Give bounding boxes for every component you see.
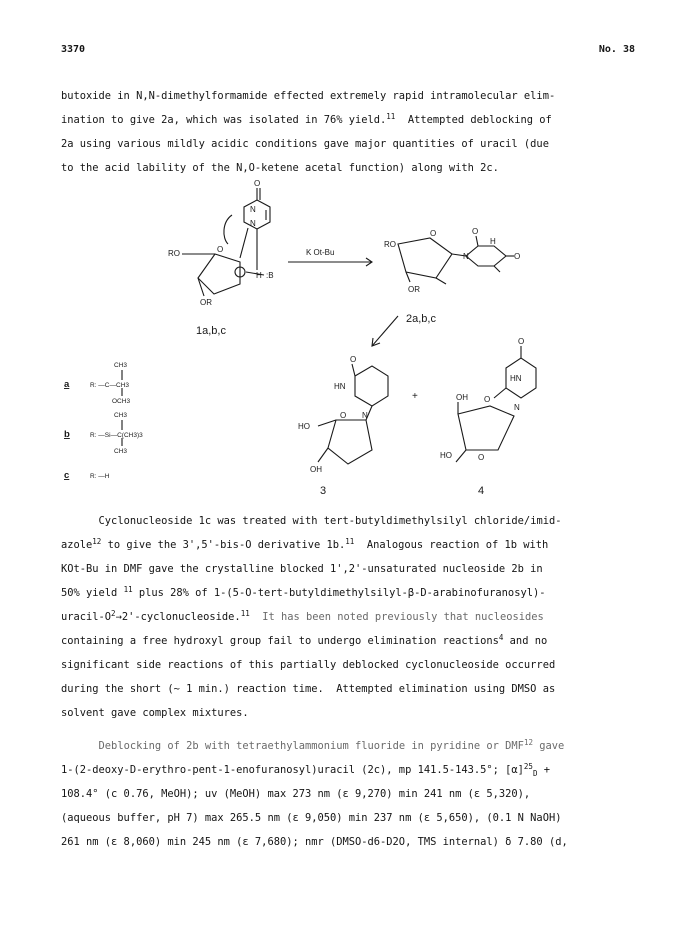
base-label: :B (266, 271, 274, 280)
sugar-ring-1 (198, 254, 240, 294)
or-label: OR (408, 285, 420, 294)
r-b-label: b (64, 429, 70, 440)
compound-2-label: 2a,b,c (406, 313, 436, 325)
r-b-top: CH3 (114, 412, 128, 419)
text-line: KOt-Bu in DMF gave the crystalline blocked 1',2'-unsaturated nucleoside 2b in (61, 563, 543, 575)
r-c-label: c (64, 470, 70, 481)
r-c-def: R: —H (90, 473, 110, 480)
r-b-bottom: CH3 (114, 448, 128, 455)
text-line: to the acid lability of the N,O-ketene acetal function) along with 2c. (61, 162, 499, 174)
text-line: ination to give 2a, which was isolated in 76% yield.$^{11}$ Attempted deblocking of (61, 112, 552, 126)
compound-1-label: 1a,b,c (196, 325, 226, 337)
text-line: containing a free hydroxyl group fail to undergo elimination reactions$^4$ and no (61, 633, 548, 647)
hn-label: HN (334, 382, 346, 391)
ho-label: HO (298, 422, 310, 431)
text-line: 1-(2-deoxy-D-erythro-pent-1-enofuranosyl)uracil (2c), mp 141.5-143.5°; $[\alpha]^{25}_D$ + (61, 762, 550, 778)
paragraph-deblocking (61, 738, 641, 848)
n-h: H (490, 237, 496, 246)
uracil-ring-3 (355, 366, 388, 406)
sugar-ring-4 (458, 406, 514, 450)
r-a-bottom: OCH3 (112, 398, 131, 405)
text-line: butoxide in N,N-dimethylformamide effected extremely rapid intramolecular elim- (61, 90, 556, 102)
hn-label: HN (510, 374, 522, 383)
text-line: 261 nm (ε 8,060) min 245 nm (ε 7,680); nmr (DMSO-d6-D2O, TMS internal) δ 7.80 (d, (61, 836, 568, 848)
text-line: solvent gave complex mixtures. (61, 707, 249, 719)
carbonyl-o: O (518, 337, 525, 346)
sugar-ring-3 (328, 420, 372, 464)
ring-n: N (250, 219, 256, 228)
text-line: 50% yield $^{11}$ plus 28% of 1-(5-O-tert-butyldimethylsilyl-β-D-arabinofuranosyl)- (61, 585, 546, 599)
ring-o: O (484, 395, 491, 404)
text-line: Deblocking of 2b with tetraethylammonium fluoride in pyridine or DMF$^{12}$ gave (98, 738, 565, 752)
text-line: significant side reactions of this partially deblocked cyclonucleoside occurred (61, 659, 556, 671)
carbonyl-o: O (350, 355, 357, 364)
oh-label: OH (310, 465, 322, 474)
reagent-label: K Ot-Bu (306, 248, 335, 257)
or-label: OR (200, 298, 212, 307)
ring-n: N (362, 411, 368, 420)
r-b-def: R: —Si—C(CH3)3 (90, 432, 143, 439)
page-number: 3370 (61, 44, 86, 55)
text-line: 108.4° (c 0.76, MeOH); uv (MeOH) max 273 nm (ε 9,270) min 241 nm (ε 5,320), (61, 788, 531, 800)
ring-n: N (463, 252, 469, 261)
uracil-ring-2 (466, 246, 506, 266)
ring-o: O (430, 229, 437, 238)
product-arrow (372, 316, 398, 346)
r-a-label: a (64, 379, 70, 390)
text-line: 2a using various mildly acidic conditions gave major quantities of uracil (due (61, 138, 549, 150)
reference-superscript: 11 (386, 112, 396, 121)
r-a-def: R: —C—CH3 (90, 382, 130, 389)
ring-n: N (514, 403, 520, 412)
ro-label: RO (168, 249, 180, 258)
text-line: azole$^{12}$ to give the 3',5'-bis-O derivative 1b.$^{11}$ Analogous reaction of 1b with (61, 537, 549, 551)
ring-o: O (478, 453, 485, 462)
compound-3-label: 3 (320, 485, 327, 497)
carbonyl-o: O (472, 227, 479, 236)
paragraph-cyclonucleoside (61, 515, 641, 719)
h-label: H (256, 271, 262, 280)
plus-sign: + (412, 391, 418, 402)
ro-label: RO (384, 240, 396, 249)
carbonyl-o: O (254, 179, 261, 188)
compound-4-label: 4 (478, 485, 485, 497)
r-a-top: CH3 (114, 362, 128, 369)
ring-o: O (217, 245, 224, 254)
text-line: uracil-$O^2\to 2'-cyclonucleoside.^{11}$ It has been noted previously that nucleosides (61, 609, 544, 623)
ring-o: O (340, 411, 347, 420)
ring-n: N (250, 205, 256, 214)
text-line: Cyclonucleoside 1c was treated with tert-butyldimethylsilyl chloride/imid- (98, 515, 562, 527)
text-line: during the short (∼ 1 min.) reaction time. Attempted elimination using DMSO as (61, 683, 556, 695)
ho-label: HO (440, 451, 452, 460)
carbonyl-o: O (514, 252, 521, 261)
oh-label: OH (456, 393, 468, 402)
issue-number: No. 38 (598, 44, 635, 55)
text-line: (aqueous buffer, pH 7) max 265.5 nm (ε 9,050) min 237 nm (ε 5,650), (0.1 N NaOH) (61, 812, 562, 824)
